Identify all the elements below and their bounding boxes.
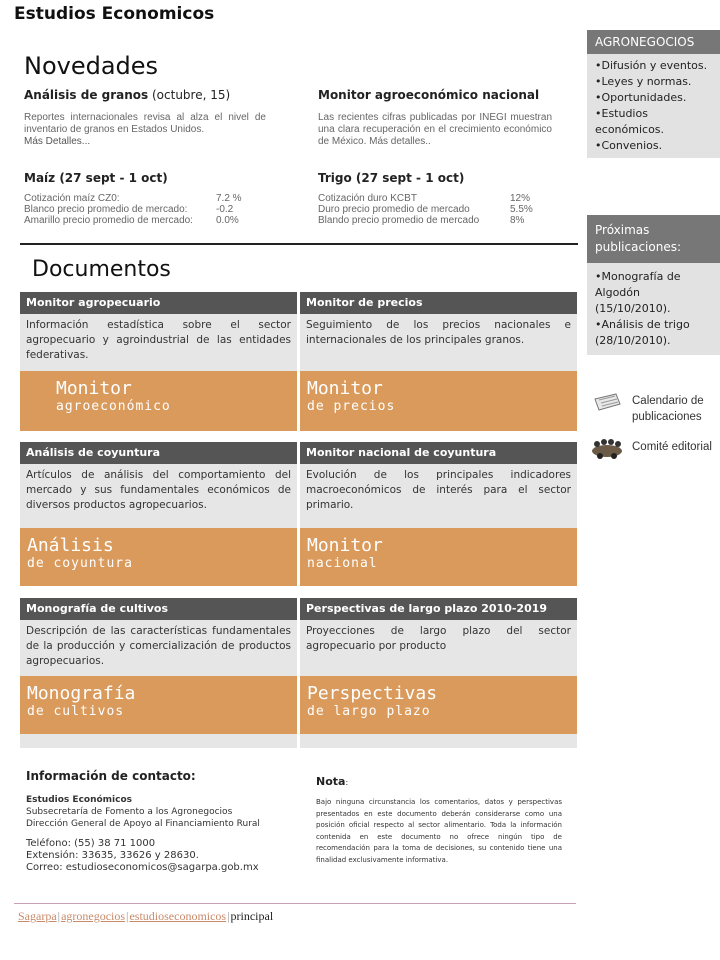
breadcrumb-current: principal [230,909,274,923]
trigo-value: 8% [510,215,525,226]
analisis-coyuntura-banner[interactable] [20,528,297,586]
news-monitor [318,88,552,148]
banner-title: Monografía [27,683,136,704]
banner-title: Monitor [307,535,383,556]
maiz-label: Amarillo precio promedio de mercado: [24,215,193,226]
news-granos-text: Reportes internacionales revisa al alza el nivel de inventario de granos en Estados Unidos. [24,112,266,135]
maiz-value: -0.2 [216,204,234,215]
banner-title: Monitor [56,378,132,399]
trigo-row [318,193,533,204]
maiz-table [24,193,242,226]
breadcrumb-separator: | [126,909,129,923]
contact-line: Dirección General de Apoyo al Financiamiento Rural [26,819,260,829]
trigo-label: Blando precio promedio de mercado [318,215,480,226]
sidebar-item-estudios[interactable]: •Estudios económicos. [595,107,665,136]
maiz-title: Maíz (27 sept - 1 oct) [24,171,168,185]
footer-rule [14,903,576,904]
banner-subtitle: de coyuntura [27,556,133,571]
proximas-box [587,215,720,355]
proximas-head: Próximas publicaciones: [587,215,720,263]
comite-link[interactable]: Comité editorial [632,441,712,453]
trigo-label: Duro precio promedio de mercado [318,204,470,215]
banner-subtitle: de cultivos [27,704,125,719]
breadcrumb [18,909,273,924]
sidebar-item-convenios[interactable]: •Convenios. [595,139,663,152]
agronegocios-head: AGRONEGOCIOS [587,30,720,54]
agronegocios-box [587,30,720,158]
trigo-value: 12% [510,193,531,204]
nota-colon: : [345,778,349,787]
maiz-label: Cotización maíz CZ0: [24,193,120,204]
contact-info [26,794,260,874]
monitor-precios-banner[interactable] [300,371,577,431]
contact-phone: Teléfono: (55) 38 71 1000 [26,838,156,849]
news-granos-title-bold: Análisis de granos [24,88,149,102]
doc-head-monografia-cultivos: Monografía de cultivos [20,598,297,620]
breadcrumb-separator: | [57,909,61,923]
news-monitor-text[interactable]: Las recientes cifras publicadas por INEGI muestran una clara recuperación en el crecimiento económico de México. Más detalles.. [318,112,552,147]
news-monitor-title: Monitor agroeconómico nacional [318,88,540,102]
documentos-heading: Documentos [32,257,171,282]
contact-spacer [26,830,260,838]
agronegocios-list [587,54,720,160]
committee-icon[interactable] [590,436,624,460]
news-granos-more-link[interactable]: Más Detalles... [24,136,91,147]
breadcrumb-sagarpa[interactable]: Sagarpa [18,909,57,923]
banner-title: Monitor [307,378,383,399]
sidebar-item-oportunidades[interactable]: •Oportunidades. [595,91,687,104]
trigo-label: Cotización duro KCBT [318,193,417,204]
banner-subtitle: nacional [307,556,378,571]
banner-title: Análisis [27,535,114,556]
contact-line: Subsecretaría de Fomento a los Agronegocios [26,807,233,817]
contact-org: Estudios Económicos [26,795,133,805]
nota-text: Bajo ninguna circunstancia los comentarios, datos y perspectivas presentados en este documento deberán considerarse como una posición oficial respecto al sector alimentario. Toda la información contenida en este documento no ofrece ningún tipo de recomendación para la toma de decisiones, su contenido tiene una finalidad exclusivamente informativa. [316,798,562,864]
card-footer [300,734,577,748]
maiz-block [24,171,284,226]
proximas-item-algodon[interactable]: •Monografía de Algodón (15/10/2010). [595,270,681,315]
breadcrumb-separator: | [227,909,230,923]
doc-desc-analisis-coyuntura: Artículos de análisis del comportamiento del mercado y sus fundamentales económicos de diversos productos agropecuarios. [20,464,297,528]
monografia-cultivos-banner[interactable] [20,676,297,734]
sidebar-item-leyes[interactable]: •Leyes y normas. [595,75,692,88]
banner-subtitle: de largo plazo [307,704,431,719]
maiz-row [24,204,242,215]
breadcrumb-estudioseconomicos[interactable]: estudioseconomicos [129,909,227,923]
calendario-link[interactable]: Calendario de publicaciones [632,395,704,423]
banner-title: Perspectivas [307,683,438,704]
doc-desc-monitor-nacional: Evolución de los principales indicadores macroeconómicos de interés para el sector primario. [300,464,577,528]
nota-title [316,775,348,788]
monitor-nacional-banner[interactable] [300,528,577,586]
proximas-item-trigo[interactable]: •Análisis de trigo (28/10/2010). [595,318,690,347]
calendar-icon[interactable] [592,391,622,413]
maiz-row [24,215,242,226]
novedades-heading: Novedades [24,52,159,80]
doc-head-analisis-coyuntura: Análisis de coyuntura [20,442,297,464]
trigo-block [318,171,568,226]
trigo-row [318,204,533,215]
maiz-value: 0.0% [216,215,239,226]
news-granos [24,88,266,148]
doc-head-perspectivas: Perspectivas de largo plazo 2010-2019 [300,598,577,620]
banner-subtitle: de precios [307,399,396,414]
nota-title-text: Nota [316,775,346,788]
maiz-value: 7.2 % [216,193,242,204]
news-granos-title [24,88,266,102]
news-granos-date: (octubre, 15) [148,88,231,102]
breadcrumb-agronegocios[interactable]: agronegocios [61,909,126,923]
trigo-row [318,215,533,226]
doc-head-monitor-nacional: Monitor nacional de coyuntura [300,442,577,464]
sidebar-item-difusion[interactable]: •Difusión y eventos. [595,59,708,72]
card-footer [20,734,297,748]
contact-title: Información de contacto: [26,769,196,783]
contact-extension: Extensión: 33635, 33626 y 28630. [26,850,199,861]
doc-desc-perspectivas: Proyecciones de largo plazo del sector agropecuario por producto [300,620,577,676]
contact-email[interactable]: Correo: estudioseconomicos@sagarpa.gob.mx [26,862,259,873]
monitor-agroeconomico-banner[interactable] [20,371,297,431]
doc-desc-monitor-precios: Seguimiento de los precios nacionales e internacionales de los principales granos. [300,314,577,371]
banner-subtitle: agroeconómico [56,399,171,414]
maiz-label: Blanco precio promedio de mercado: [24,204,188,215]
trigo-title: Trigo (27 sept - 1 oct) [318,171,465,185]
trigo-table [318,193,533,226]
doc-head-monitor-agropecuario: Monitor agropecuario [20,292,297,314]
doc-head-monitor-precios: Monitor de precios [300,292,577,314]
doc-desc-monitor-agropecuario: Información estadística sobre el sector agropecuario y agroindustrial de las entidades federativas. [20,314,297,371]
page-title: Estudios Economicos [14,4,215,24]
proximas-list [587,263,720,355]
section-divider [20,243,578,245]
doc-desc-monografia-cultivos: Descripción de las características fundamentales de la producción y comercialización de productos agropecuarios. [20,620,297,676]
maiz-row [24,193,242,204]
perspectivas-banner[interactable] [300,676,577,734]
trigo-value: 5.5% [510,204,533,215]
